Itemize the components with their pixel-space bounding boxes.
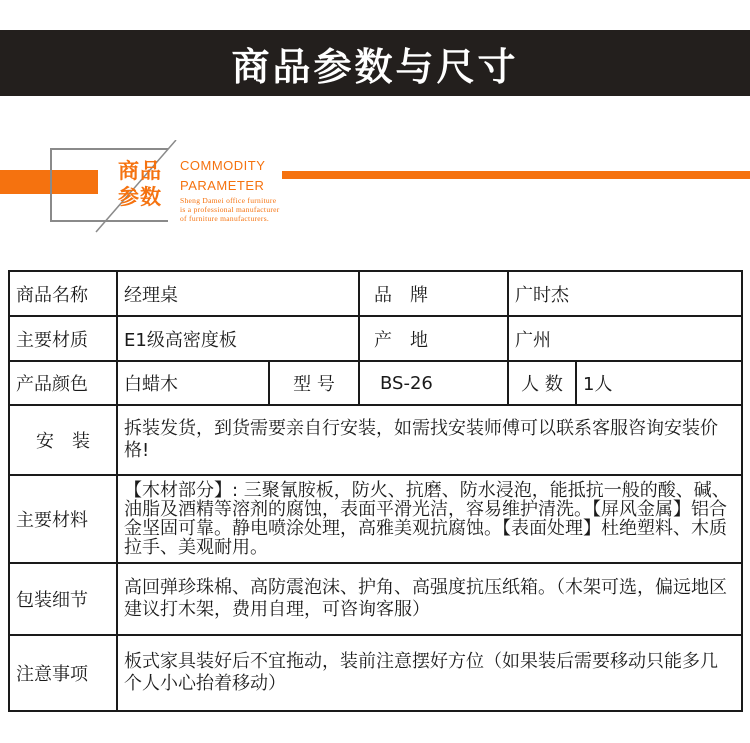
title-banner [0,30,750,96]
people-label: 人 数 [508,361,576,405]
name-label: 商品名称 [9,271,117,316]
table-row [9,405,742,475]
banner-title: 商品参数与尺寸 [231,44,519,89]
origin-value: 广州 [508,316,742,361]
section-header [0,140,750,240]
packing-label: 包装细节 [9,563,117,635]
table-row [9,563,742,635]
color-value: 白蜡木 [117,361,269,405]
name-value: 经理桌 [117,271,359,316]
section-title-en [180,156,265,196]
accent-bar-right [282,171,750,179]
material-value: E1级高密度板 [117,316,359,361]
materials-label: 主要材料 [9,475,117,563]
notes-value: 板式家具装好后不宜拖动，装前注意摆好方位（如果装后需要移动只能多几个人小心抬着移动） [117,635,742,711]
table-row [9,316,742,361]
packing-value: 高回弹珍珠棉、高防震泡沫、护角、高强度抗压纸箱。（木架可选，偏远地区建议打木架，费用自理，可咨询客服） [117,563,742,635]
materials-value: 【木材部分】: 三聚氰胺板，防火、抗磨、防水浸泡，能抵抗一般的酸、碱、油脂及酒精等溶剂的腐蚀，表面平滑光洁，容易维护清洗。【屏风金属】铝合金坚固可靠。静电喷涂处理，高雅美观抗腐蚀。【表面处理】杜绝塑料、木质拉手、美观耐用。 [117,475,742,563]
section-subtitle [180,196,280,223]
material-label: 主要材质 [9,316,117,361]
brand-label: 品 牌 [359,271,508,316]
spec-table [8,270,743,712]
origin-label: 产 地 [359,316,508,361]
model-value: BS-26 [359,361,508,405]
notes-label: 注意事项 [9,635,117,711]
table-row [9,635,742,711]
model-label: 型 号 [269,361,359,405]
people-value: 1人 [576,361,742,405]
section-title-cn-line1: 商品 [118,159,162,183]
section-subtitle-line3: of furniture manufacturers. [180,214,270,223]
section-title-cn [118,158,162,210]
section-subtitle-line2: is a professional manufacturer [180,205,280,214]
install-value: 拆装发货，到货需要亲自行安装，如需找安装师傅可以联系客服咨询安装价格! [117,405,742,475]
section-title-en-line1: COMMODITY [180,158,266,173]
section-title-cn-line2: 参数 [118,185,162,209]
table-row [9,271,742,316]
brand-value: 广时杰 [508,271,742,316]
install-label: 安 装 [9,405,117,475]
section-title-en-line2: PARAMETER [180,178,265,193]
table-row [9,475,742,563]
table-row [9,361,742,405]
color-label: 产品颜色 [9,361,117,405]
section-subtitle-line1: Sheng Damei office furniture [180,196,277,205]
